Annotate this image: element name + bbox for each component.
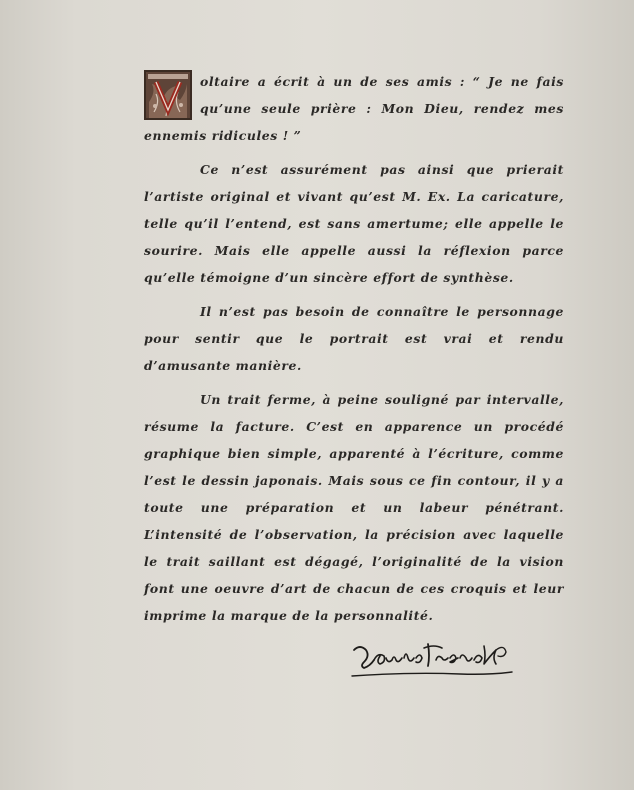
paragraph-4: Un trait ferme, à peine souligné par intervalle, résume la facture. C’est en apparence un procédé graphique bien simple, apparenté à l’écriture, comme l’est le dessin japonais. Mais sous ce fin contour, il y a toute une préparation et un labeur pénétrant. L’intensité de l’observation, la précision avec laquelle le trait saillant est dégagé, l’originalité de la vision font une oeuvre d’art de chacun de ces croquis et leur imprime la marque de la personnalité. xyxy=(144,392,564,623)
text-block xyxy=(144,68,564,629)
paragraph-1 xyxy=(144,68,564,149)
paragraph-2: Ce n’est assurément pas ainsi que prierait l’artiste original et vivant qu’est M. Ex. La caricature, telle qu’il l’entend, est sans amertume; elle appelle le sourire. Mais elle appelle aussi la réflexion parce qu’elle témoigne d’un sincère effort de synthèse. xyxy=(144,162,564,285)
paragraph-3: Il n’est pas besoin de connaître le personnage pour sentir que le portrait est vrai et rendu d’amusante manière. xyxy=(144,304,564,373)
handwritten-signature xyxy=(350,636,520,686)
signature-icon xyxy=(350,636,520,686)
paragraph-1-text: oltaire a écrit à un de ses amis : “ Je ne fais qu’une seule prière : Mon Dieu, rendez mes ennemis ridicules ! ” xyxy=(144,74,564,143)
ornamental-dropcap xyxy=(144,70,192,120)
